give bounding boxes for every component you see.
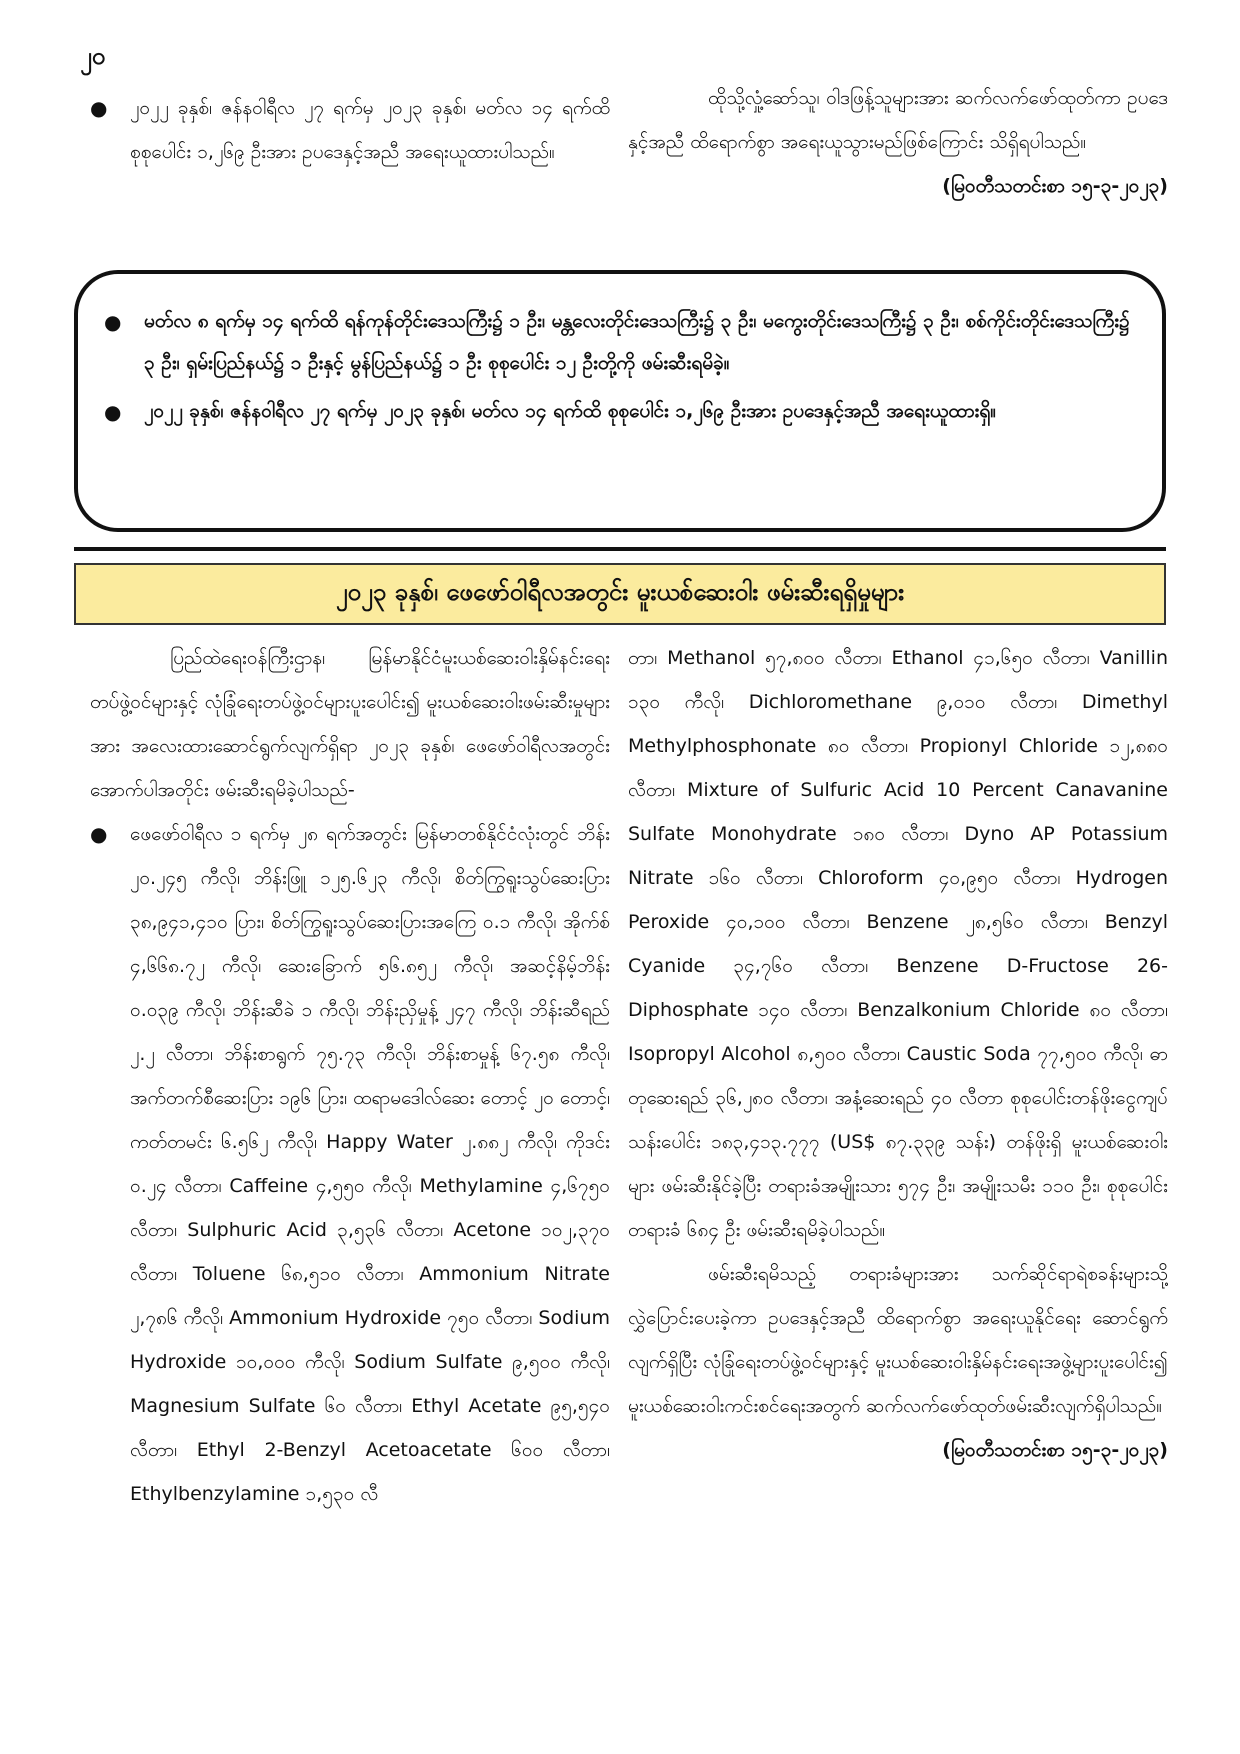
top-left-column [90,86,610,174]
list-item [90,812,610,1516]
bottom-right-column [628,636,1168,1472]
page-number: ၂၀ [80,42,106,70]
list-item [90,86,610,174]
bullet-icon: ● [104,400,122,424]
article-paragraph: ထိုသို့လှုံ့ဆော်သူ၊ ဝါဒဖြန့်သူများအား ဆက်လက်ဖော်ထုတ်ကာ ဥပဒေနှင့်အညီ ထိရောက်စွာ အရေးယူသွားမည်ဖြစ်ကြောင်း သိရှိရပါသည်။ [628,87,1168,153]
summary-bullet-1: မတ်လ ၈ ရက်မှ ၁၄ ရက်ထိ ရန်ကုန်တိုင်းဒေသကြီး၌ ၁ ဦး၊ မန္တလေးတိုင်းဒေသကြီး၌ ၃ ဦး၊ မကွေးတိုင်းဒေသကြီး၌ ၃ ဦး၊ စစ်ကိုင်းတိုင်းဒေသကြီး၌ ၃ ဦး၊ ရှမ်းပြည်နယ်၌ ၁ ဦးနှင့် မွန်ပြည်နယ်၌ ၁ ဦး စုစုပေါင်း ၁၂ ဦးတို့ကို ဖမ်းဆီးရမိခဲ့။ [144,310,1130,374]
bullet-icon: ● [90,822,108,846]
list-item [104,390,1132,434]
intro-paragraph: ပြည်ထဲရေးဝန်ကြီးဌာန၊ မြန်မာနိုင်ငံမူးယစ်ဆေးဝါးနှိမ်နင်းရေးတပ်ဖွဲ့ဝင်များနှင့် လုံခြုံရေးတပ်ဖွဲ့ဝင်များပူးပေါင်း၍ မူးယစ်ဆေးဝါးဖမ်းဆီးမှုများအား အလေးထားဆောင်ရွက်လျက်ရှိရာ ၂၀၂၃ ခုနှစ်၊ ဖေဖော်ဝါရီလအတွင်း အောက်ပါအတိုင်း ဖမ်းဆီးရမိခဲ့ပါသည်- [90,647,610,801]
section-title: ၂၀၂၃ ခုနှစ်၊ ဖေဖော်ဝါရီလအတွင်း မူးယစ်ဆေးဝါး ဖမ်းဆီးရရှိမှုများ [74,563,1166,625]
summary-box [74,270,1166,532]
bullet-icon: ● [104,310,122,334]
bottom-left-column [90,636,610,1516]
closing-paragraph: ဖမ်းဆီးရမိသည့် တရားခံများအား သက်ဆိုင်ရာရဲစခန်းများသို့ လွှဲပြောင်းပေးခဲ့ကာ ဥပဒေနှင့်အညီ ထိရောက်စွာ အရေးယူနိုင်ရေး ဆောင်ရွက်လျက်ရှိပြီး လုံခြုံရေးတပ်ဖွဲ့ဝင်များနှင့် မူးယစ်ဆေးဝါးနှိမ်နင်းရေးအဖွဲ့များပူးပေါင်း၍ မူးယစ်ဆေးဝါးကင်းစင်ရေးအတွက် ဆက်လက်ဖော်ထုတ်ဖမ်းဆီးလျက်ရှိပါသည်။ [628,1263,1168,1417]
top-right-column [628,76,1168,208]
section-divider [74,547,1166,551]
source-citation: (မြဝတီသတင်းစာ ၁၅-၃-၂၀၂၃) [942,1439,1168,1461]
summary-bullet-2: ၂၀၂၂ ခုနှစ်၊ ဇန်နဝါရီလ ၂၇ ရက်မှ ၂၀၂၃ ခုနှစ်၊ မတ်လ ၁၄ ရက်ထိ စုစုပေါင်း ၁,၂၆၉ ဦးအား ဥပဒေနှင့်အညီ အရေးယူထားရှိ။ [144,400,997,422]
source-citation: (မြဝတီသတင်းစာ ၁၅-၃-၂၀၂၃) [942,175,1168,197]
seizure-list-continuation: တာ၊ Methanol ၅၇,၈၀၀ လီတာ၊ Ethanol ၄၁,၆၅၀ လီတာ၊ Vanillin ၁၃၀ ကီလို၊ Dichloromethane ၉,၀၁၀ လီတာ၊ Dimethyl Methylphosphonate ၈၀ လီတာ၊ Propionyl Chloride ၁၂,၈၈၀ လီတာ၊ Mixture of Sulfuric Acid 10 Percent Canavanine Sulfate Monohydrate ၁၈၀ လီတာ၊ Dyno AP Potassium Nitrate ၁၆၀ လီတာ၊ Chloroform ၄၀,၉၅၀ လီတာ၊ Hydrogen Peroxide ၄၀,၁၀၀ လီတာ၊ Benzene ၂၈,၅၆၀ လီတာ၊ Benzyl Cyanide ၃၄,၇၆၀ လီတာ၊ Benzene D-Fructose 26-Diphosphate ၁၄၀ လီတာ၊ Benzalkonium Chloride ၈၀ လီတာ၊ Isopropyl Alcohol ၈,၅၀၀ လီတာ၊ Caustic Soda ၇၇,၅၀၀ ကီလို၊ ဓာတုဆေးရည် ၃၆,၂၈၀ လီတာ၊ အနံ့ဆေးရည် ၄၀ လီတာ စုစုပေါင်းတန်ဖိုးငွေကျပ်သန်းပေါင်း ၁၈၃,၄၁၃.၇၇၇ (US$ ၈၇.၃၃၉ သန်း) တန်ဖိုးရှိ မူးယစ်ဆေးဝါးများ ဖမ်းဆီးနိုင်ခဲ့ပြီး တရားခံအမျိုးသား ၅၇၄ ဦး၊ အမျိုးသမီး ၁၁၀ ဦး၊ စုစုပေါင်းတရားခံ ၆၈၄ ဦး ဖမ်းဆီးရမိခဲ့ပါသည်။ [628,647,1168,1241]
arrest-total-text: ၂၀၂၂ ခုနှစ်၊ ဇန်နဝါရီလ ၂၇ ရက်မှ ၂၀၂၃ ခုနှစ်၊ မတ်လ ၁၄ ရက်ထိ စုစုပေါင်း ၁,၂၆၉ ဦးအား ဥပဒေနှင့်အညီ အရေးယူထားပါသည်။ [130,97,610,163]
seizure-list-text: ဖေဖော်ဝါရီလ ၁ ရက်မှ ၂၈ ရက်အတွင်း မြန်မာတစ်နိုင်ငံလုံးတွင် ဘိန်း ၂၀.၂၄၅ ကီလို၊ ဘိန်းဖြူ ၁၂၅.၆၂၃ ကီလို၊ စိတ်ကြွရူးသွပ်ဆေးပြား ၃၈,၉၄၁,၄၁၀ ပြား၊ စိတ်ကြွရူးသွပ်ဆေးပြားအကြေ ၀.၁ ကီလို၊ အိုက်စ် ၄,၆၆၈.၇၂ ကီလို၊ ဆေးခြောက် ၅၆.၈၅၂ ကီလို၊ အဆင့်နိမ့်ဘိန်း ၀.၀၃၉ ကီလို၊ ဘိန်းဆီခဲ ၁ ကီလို၊ ဘိန်းညှိမှုန့် ၂၄၇ ကီလို၊ ဘိန်းဆီရည် ၂.၂ လီတာ၊ ဘိန်းစာရွက် ၇၅.၇၃ ကီလို၊ ဘိန်းစာမှုန့် ၆၇.၅၈ ကီလို၊ အက်တက်စီဆေးပြား ၁၉၆ ပြား၊ ထရာမဒေါလ်ဆေး တောင့် ၂၀ တောင့်၊ ကတ်တမင်း ၆.၅၆၂ ကီလို၊ Happy Water ၂.၈၈၂ ကီလို၊ ကိုဒင်း ၀.၂၄ လီတာ၊ Caffeine ၄,၅၅၀ ကီလို၊ Methylamine ၄,၆၇၅၀ လီတာ၊ Sulphuric Acid ၃,၅၃၆ လီတာ၊ Acetone ၁၀၂,၃၇၀ လီတာ၊ Toluene ၆၈,၅၁၀ လီတာ၊ Ammonium Nitrate ၂,၇၈၆ ကီလို၊ Ammonium Hydroxide ၇၅၀ လီတာ၊ Sodium Hydroxide ၁၀,၀၀၀ ကီလို၊ Sodium Sulfate ၉,၅၀၀ ကီလို၊ Magnesium Sulfate ၆၀ လီတာ၊ Ethyl Acetate ၉၅,၅၄၀ လီတာ၊ Ethyl 2-Benzyl Acetoacetate ၆၀၀ လီတာ၊ Ethylbenzylamine ၁,၅၃၀ လီ [130,823,610,1505]
list-item [104,300,1132,384]
bullet-icon: ● [90,96,108,120]
